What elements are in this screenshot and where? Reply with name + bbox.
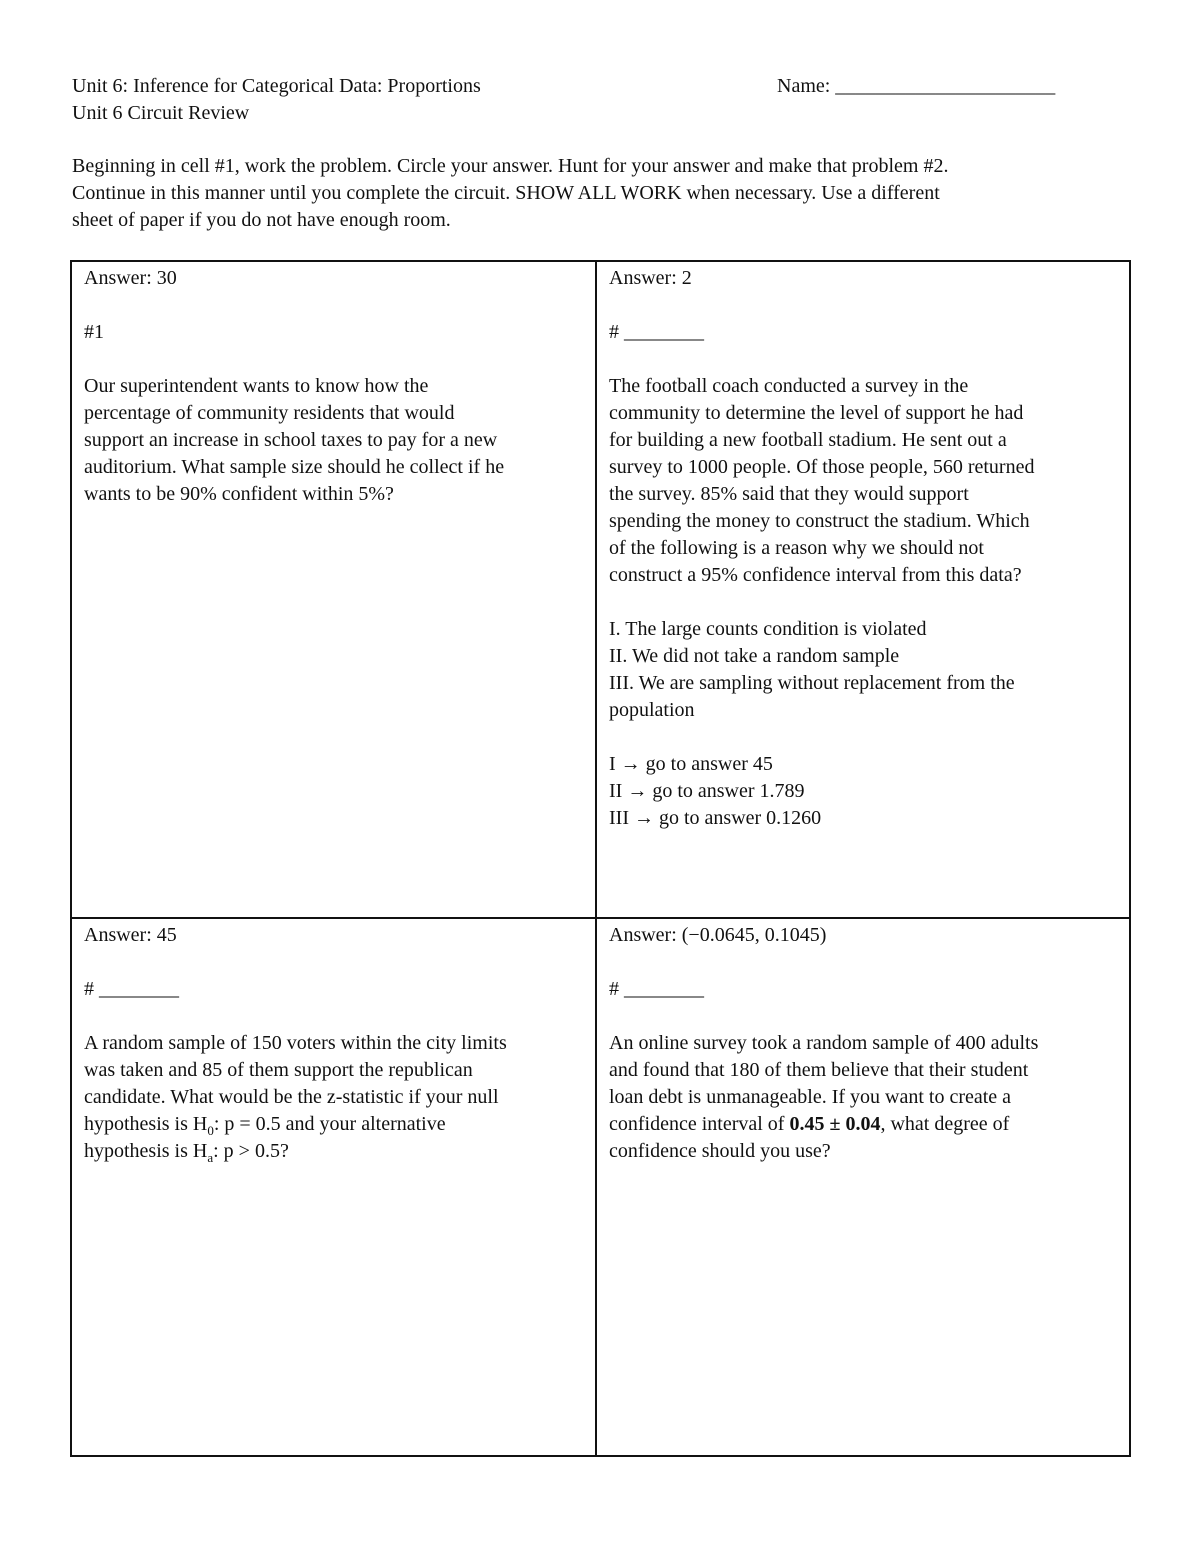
unit-title: Unit 6: Inference for Categorical Data: Proportions: [72, 75, 481, 97]
question-line: community to determine the level of support he had: [609, 402, 1024, 424]
option-line: II. We did not take a random sample: [609, 645, 900, 667]
text: confidence interval of: [609, 1113, 790, 1135]
question-line: survey to 1000 people. Of those people, 560 returned: [609, 456, 1035, 478]
route-line: III → go to answer 0.1260: [609, 807, 822, 829]
null-hypothesis-line: [84, 1111, 595, 1138]
question-line: of the following is a reason why we should not: [609, 537, 984, 559]
cell-number-blank[interactable]: # ________: [609, 978, 704, 1000]
instruction-line: sheet of paper if you do not have enough room.: [72, 209, 451, 231]
alt-hypothesis-line: [84, 1138, 595, 1165]
instruction-line: Beginning in cell #1, work the problem. Circle your answer. Hunt for your answer and make that problem #2.: [72, 155, 949, 177]
subscript: a: [207, 1150, 214, 1165]
option-line: population: [609, 699, 695, 721]
option-line: I. The large counts condition is violated: [609, 618, 927, 640]
question-line: was taken and 85 of them support the republican: [84, 1059, 473, 1081]
text: : p = 0.5 and your alternative: [213, 1113, 446, 1135]
question-line: wants to be 90% confident within 5%?: [84, 483, 394, 505]
question-line: Our superintendent wants to know how the: [84, 375, 429, 397]
name-field[interactable]: Name: ______________________: [777, 75, 1056, 97]
question-line: for building a new football stadium. He sent out a: [609, 429, 1007, 451]
text: : p > 0.5?: [213, 1140, 289, 1162]
subscript: 0: [207, 1123, 214, 1138]
question-line: candidate. What would be the z-statistic if your null: [84, 1086, 499, 1108]
question-line: construct a 95% confidence interval from this data?: [609, 564, 1022, 586]
question-line: A random sample of 150 voters within the city limits: [84, 1032, 507, 1054]
confidence-interval-line: [609, 1111, 1129, 1138]
interval-value: 0.45 ± 0.04: [789, 1113, 881, 1135]
option-line: III. We are sampling without replacement from the: [609, 672, 1015, 694]
route-line: I → go to answer 45: [609, 753, 773, 775]
question-line: An online survey took a random sample of 400 adults: [609, 1032, 1039, 1054]
worksheet-subtitle: Unit 6 Circuit Review: [72, 102, 250, 124]
cell-answer: Answer: 45: [84, 924, 177, 946]
route-line: II → go to answer 1.789: [609, 780, 805, 802]
instructions: [72, 153, 948, 234]
text: , what degree of: [880, 1113, 1010, 1135]
question-line: The football coach conducted a survey in the: [609, 375, 969, 397]
cell-number-blank[interactable]: # ________: [84, 978, 179, 1000]
circuit-cell-4: [595, 917, 1131, 1457]
circuit-cell-2: [595, 260, 1131, 919]
question-line: auditorium. What sample size should he collect if he: [84, 456, 505, 478]
question-line: and found that 180 of them believe that their student: [609, 1059, 1029, 1081]
cell-number-blank[interactable]: # ________: [609, 321, 704, 343]
cell-answer: Answer: (−0.0645, 0.1045): [609, 924, 827, 946]
question-line: confidence should you use?: [609, 1140, 831, 1162]
question-line: loan debt is unmanageable. If you want to create a: [609, 1086, 1012, 1108]
text: hypothesis is H: [84, 1140, 208, 1162]
cell-answer: Answer: 2: [609, 267, 692, 289]
question-line: the survey. 85% said that they would support: [609, 483, 969, 505]
question-line: support an increase in school taxes to pay for a new: [84, 429, 498, 451]
cell-number: #1: [84, 321, 104, 343]
circuit-cell-1: [70, 260, 597, 919]
circuit-cell-3: [70, 917, 597, 1457]
question-line: percentage of community residents that would: [84, 402, 455, 424]
text: hypothesis is H: [84, 1113, 208, 1135]
question-line: spending the money to construct the stadium. Which: [609, 510, 1030, 532]
instruction-line: Continue in this manner until you complete the circuit. SHOW ALL WORK when necessary. Use a different: [72, 182, 940, 204]
cell-answer: Answer: 30: [84, 267, 177, 289]
